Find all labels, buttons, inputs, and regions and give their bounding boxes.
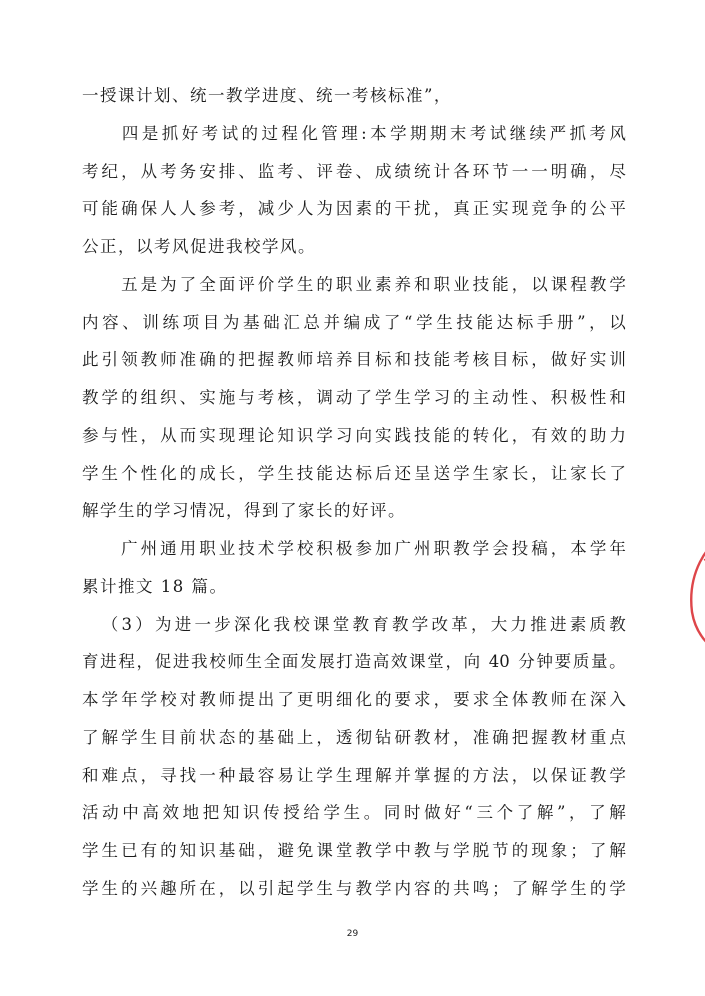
text-line: 此 引 领 教 师 准 确 的 把 握 教 师 培 养 目 标 和 技 能 考 核 目 标 ， 做 好 实 训 xyxy=(82,350,626,370)
text-line: 四 是 抓 好 考 试 的 过 程 化 管 理 : 本 学 期 期 末 考 试 继 续 严 抓 考 风 xyxy=(121,123,626,143)
text-line: 和 难 点 ， 寻 找 一 种 最 容 易 让 学 生 理 解 并 掌 握 的 方 法 ， 以 保 证 教 学 xyxy=(82,765,626,785)
text-line: 考 纪 ， 从 考 务 安 排 、 监 考 、 评 卷 、 成 绩 统 计 各 环 节 一 一 明 确 ， 尽 xyxy=(82,161,626,181)
red-seal-stamp xyxy=(682,520,705,660)
text-line: 教 学 的 组 织 、 实 施 与 考 核 ， 调 动 了 学 生 学 习 的 主 动 性 、 积 极 性 和 xyxy=(82,388,626,407)
text-line: （ 3 ） 为 进 一 步 深 化 我 校 课 堂 教 育 教 学 改 革 ， 大 力 推 进 素 质 教 xyxy=(101,614,626,634)
text-line: 可 能 确 保 人 人 参 考 ， 减 少 人 为 因 素 的 干 扰 ， 真 正 实 现 竞 争 的 公 平 xyxy=(82,199,626,219)
text-line: 参 与 性 ， 从 而 实 现 理 论 知 识 学 习 向 实 践 技 能 的 转 化 ， 有 效 的 助 力 xyxy=(82,425,626,445)
text-line: 学 生 个 性 化 的 成 长 ， 学 生 技 能 达 标 后 还 呈 送 学 生 家 长 ， 让 家 长 了 xyxy=(82,463,626,483)
text-line: 内 容 、 训 练 项 目 为 基 础 汇 总 并 编 成 了 “ 学 生 技 能 达 标 手 册 ” ， 以 xyxy=(82,312,626,332)
text-line: 育 进 程 ， 促 进 我 校 师 生 全 面 发 展 打 造 高 效 课 堂 ， 向 40 分 钟 要 质 量 。 xyxy=(82,652,626,672)
seal-arc xyxy=(691,524,705,658)
text-line: 一授课计划、统一教学进度、统一考核标准”， xyxy=(82,86,452,105)
text-line: 解学生的学习情况，得到了家长的好评。 xyxy=(82,501,406,521)
text-line: 公正，以考风促进我校学风。 xyxy=(82,237,316,256)
text-line: 累计推文 18 篇。 xyxy=(82,576,228,596)
text-line: 学 生 已 有 的 知 识 基 础 ， 避 免 课 堂 教 学 中 教 与 学 脱 节 的 现 象 ； 了 解 xyxy=(82,841,626,860)
text-line: 广 州 通 用 职 业 技 术 学 校 积 极 参 加 广 州 职 教 学 会 投 稿 ， 本 学 年 xyxy=(121,539,626,558)
text-line: 本 学 年 学 校 对 教 师 提 出 了 更 明 细 化 的 要 求 ， 要 求 全 体 教 师 在 深 入 xyxy=(82,690,626,709)
text-line: 学 生 的 兴 趣 所 在 ， 以 引 起 学 生 与 教 学 内 容 的 共 鸣 ； 了 解 学 生 的 学 xyxy=(82,878,626,898)
text-line: 了 解 学 生 目 前 状 态 的 基 础 上 ， 透 彻 钻 研 教 材 ， 准 确 把 握 教 材 重 点 xyxy=(82,727,626,747)
page-number: 29 xyxy=(346,929,359,939)
text-line: 活 动 中 高 效 地 把 知 识 传 授 给 学 生 。 同 时 做 好 “ 三 个 了 解 ” ， 了 解 xyxy=(82,803,626,823)
text-line: 五 是 为 了 全 面 评 价 学 生 的 职 业 素 养 和 职 业 技 能 ， 以 课 程 教 学 xyxy=(121,274,626,294)
body-text xyxy=(82,77,626,908)
